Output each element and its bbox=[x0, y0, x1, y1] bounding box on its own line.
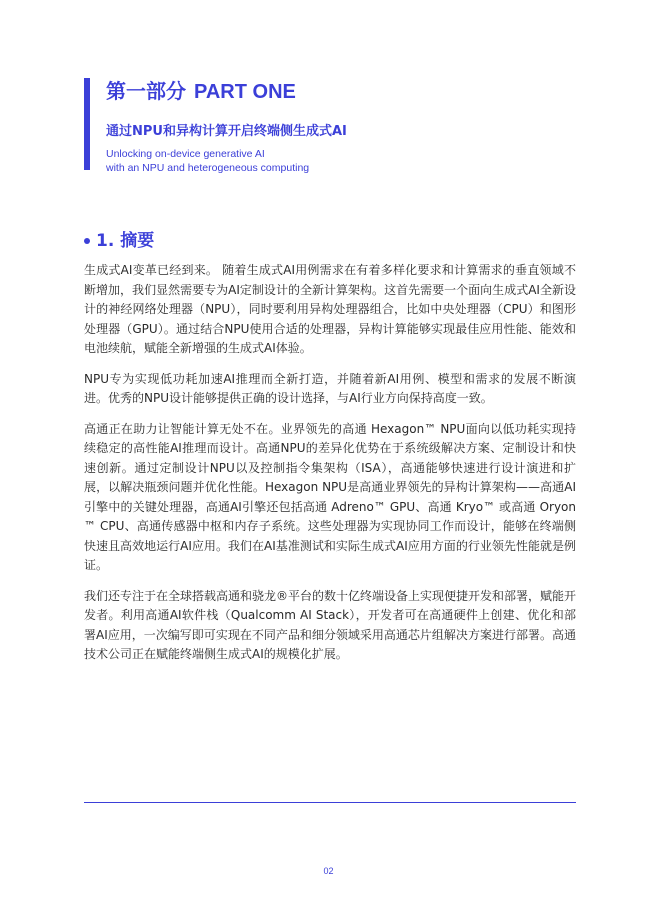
footer-divider bbox=[84, 802, 576, 803]
bullet-icon bbox=[84, 238, 90, 244]
subtitle-en-line2: with an NPU and heterogeneous computing bbox=[106, 162, 310, 174]
part-header bbox=[106, 78, 626, 175]
subtitle-en-line1: Unlocking on-device generative AI bbox=[106, 148, 265, 160]
section-heading bbox=[84, 230, 154, 252]
accent-bar bbox=[84, 78, 90, 170]
part-title-en: PART ONE bbox=[194, 81, 296, 103]
subtitle-en bbox=[106, 147, 626, 175]
part-title bbox=[106, 78, 626, 105]
section-heading-text: 1. 摘要 bbox=[96, 231, 155, 251]
subtitle-cn: 通过NPU和异构计算开启终端侧生成式AI bbox=[106, 124, 347, 139]
paragraph: NPU专为实现低功耗加速AI推理而全新打造，并随着新AI用例、模型和需求的发展不断演进。优秀的NPU设计能够提供正确的设计选择，与AI行业方向保持高度一致。 bbox=[84, 371, 576, 405]
body-text bbox=[84, 261, 576, 676]
part-title-cn: 第一部分 bbox=[106, 79, 186, 103]
paragraph: 高通正在助力让智能计算无处不在。业界领先的高通 Hexagon™ NPU面向以低功耗实现持续稳定的高性能AI推理而设计。高通NPU的差异化优势在于系统级解决方案、定制设计和快速创新。通过定制设计NPU以及控制指令集架构（ISA），高通能够快速进行设计演进和扩展，以解决瓶颈问题并优化性能。Hexagon NPU是高通业界领先的异构计算架构——高通AI引擎中的关键处理器，高通AI引擎还包括高通 Adreno™ GPU、高通 Kryo™ 或高通 Oryon™ CPU、高通传感器中枢和内存子系统。这些处理器为实现协同工作而设计，能够在终端侧快速且高效地运行AI应用。我们在AI基准测试和实际生成式AI应用方面的行业领先性能就是例证。 bbox=[84, 421, 576, 572]
page-number: 02 bbox=[323, 866, 334, 876]
paragraph: 生成式AI变革已经到来。 随着生成式AI用例需求在有着多样化要求和计算需求的垂直领域不断增加，我们显然需要专为AI定制设计的全新计算架构。这首先需要一个面向生成式AI全新设计的神经网络处理器（NPU），同时要利用异构处理器组合，比如中央处理器（CPU）和图形处理器（GPU）。通过结合NPU使用合适的处理器，异构计算能够实现最佳应用性能、能效和电池续航，赋能全新增强的生成式AI体验。 bbox=[84, 263, 576, 355]
paragraph: 我们还专注于在全球搭载高通和骁龙®平台的数十亿终端设备上实现便捷开发和部署，赋能开发者。利用高通AI软件栈（Qualcomm AI Stack），开发者可在高通硬件上创建、优化和部署AI应用，一次编写即可实现在不同产品和细分领域采用高通芯片组解决方案进行部署。高通技术公司正在赋能终端侧生成式AI的规模化扩展。 bbox=[84, 588, 577, 661]
